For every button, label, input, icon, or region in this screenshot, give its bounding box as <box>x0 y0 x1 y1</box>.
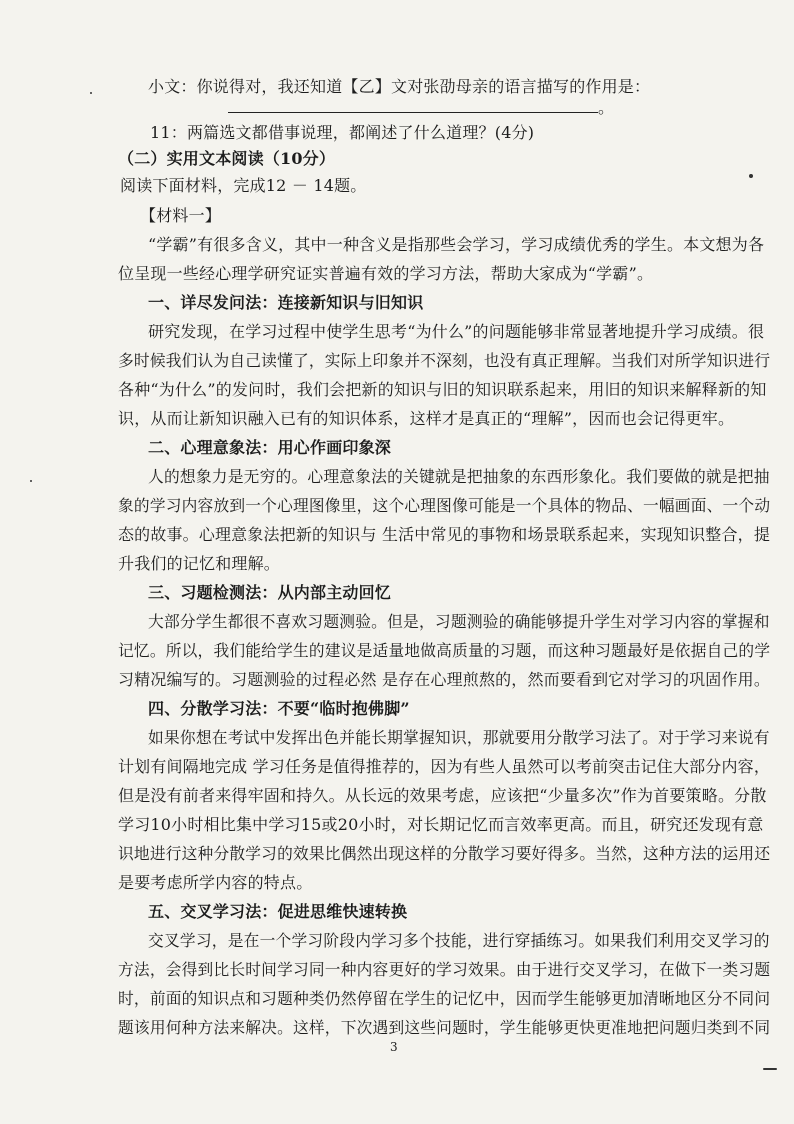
answer-blank-line <box>228 97 614 119</box>
body-line: 计划有间隔地完成 学习任务是值得推荐的，因为有些人虽然可以考前突击记住大部分内容， <box>118 757 770 776</box>
scan-speck <box>90 92 92 94</box>
body-line: 研究发现，在学习过程中使学生思考“为什么”的问题能够非常显著地提升学习成绩。很 <box>148 322 765 341</box>
body-line: 识地进行这种分散学习的效果比偶然出现这样的分散学习要好得多。当然，这种方法的运用还 <box>118 844 771 863</box>
body-line: 多时候我们认为自己读懂了，实际上印象并不深刻，也没有真正理解。当我们对所学知识进行 <box>118 351 771 370</box>
body-line: 如果你想在考试中发挥出色并能长期掌握知识，那就要用分散学习法了。对于学习来说有 <box>148 728 770 747</box>
scan-speck <box>30 480 32 482</box>
subheading-2: 二、心理意象法：用心作画印象深 <box>148 438 392 457</box>
body-line: 记忆。所以，我们能给学生的建议是适量地做高质量的习题，而这种习题最好是依据自己的学 <box>118 641 771 660</box>
body-line: 人的想象力是无穷的。心理意象法的关键就是把抽象的东西形象化。我们要做的就是把抽 <box>148 467 770 486</box>
body-line: 大部分学生都很不喜欢习题测验。但是，习题测验的确能够提升学生对学习内容的掌握和 <box>148 612 770 631</box>
body-line: 各种“为什么”的发问时，我们会把新的知识与旧的知识联系起来，用旧的知识来解释新的知 <box>118 380 767 399</box>
xiaowen-end: 。 <box>598 98 615 117</box>
body-line: 习精况编写的。习题测验的过程必然 是存在心理煎熬的，然而要看到它对学习的巩固作用。 <box>118 670 770 689</box>
subheading-1: 一、详尽发问法：连接新知识与旧知识 <box>148 293 424 312</box>
xiaowen-prefix: 小文：你说得对，我还知道【乙】文对张劭母亲的语言描写的作用是： <box>148 77 651 96</box>
subheading-4: 四、分散学习法：不要“临时抱佛脚” <box>148 699 410 718</box>
subheading-3: 三、习题检测法：从内部主动回忆 <box>148 583 392 602</box>
body-line: 升我们的记忆和理解。 <box>118 554 281 573</box>
material-1-label: 【材料一】 <box>140 206 222 225</box>
body-line: 态的故事。心理意象法把新的知识与 生活中常见的事物和场景联系起来，实现知识整合，提 <box>118 525 770 544</box>
body-line: 位呈现一些经心理学研究证实普遍有效的学习方法，帮助大家成为“学霸”。 <box>118 264 654 283</box>
body-line: “学霸”有很多含义，其中一种含义是指那些会学习，学习成绩优秀的学生。本文想为各 <box>148 235 765 254</box>
xiaowen-line <box>148 76 650 98</box>
body-line: 题该用何种方法来解决。这样，下次遇到这些问题时，学生能够更快更准地把问题归类到不同 <box>118 1018 771 1037</box>
body-line: 识，从而让新知识融入已有的知识体系，这样才是真正的“理解”，因而也会记得更牢。 <box>118 409 735 428</box>
body-line: 但是没有前者来得牢固和持久。从长远的效果考虑，应该把“少量多次”作为首要策略。分散 <box>118 786 767 805</box>
page-number: 3 <box>390 1040 398 1054</box>
section-2-title: （二）实用文本阅读（10分） <box>118 149 336 168</box>
body-line: 方法，会得到比长时间学习同一种内容更好的学习效果。由于进行交叉学习，在做下一类习题 <box>118 960 771 979</box>
scan-speck <box>763 1068 777 1070</box>
scan-speck <box>749 174 753 178</box>
body-line: 学习10小时相比集中学习15或20小时，对长期记忆而言效率更高。而且，研究还发现有意 <box>118 815 764 834</box>
body-line: 是要考虑所学内容的特点。 <box>118 873 313 892</box>
body-line: 交叉学习，是在一个学习阶段内学习多个技能，进行穿插练习。如果我们利用交叉学习的 <box>148 931 770 950</box>
section-2-instruction: 阅读下面材料，完成12 － 14题。 <box>120 176 367 195</box>
subheading-5: 五、交叉学习法：促进思维快速转换 <box>148 902 408 921</box>
body-line: 时，前面的知识点和习题种类仍然停留在学生的记忆中，因而学生能够更加清晰地区分不同问 <box>118 989 771 1008</box>
question-11: 11：两篇选文都借事说理，都阐述了什么道理？(4分) <box>150 123 535 142</box>
body-line: 象的学习内容放到一个心理图像里，这个心理图像可能是一个具体的物品、一幅画面、一个动 <box>118 496 771 515</box>
answer-blank[interactable] <box>228 98 598 113</box>
